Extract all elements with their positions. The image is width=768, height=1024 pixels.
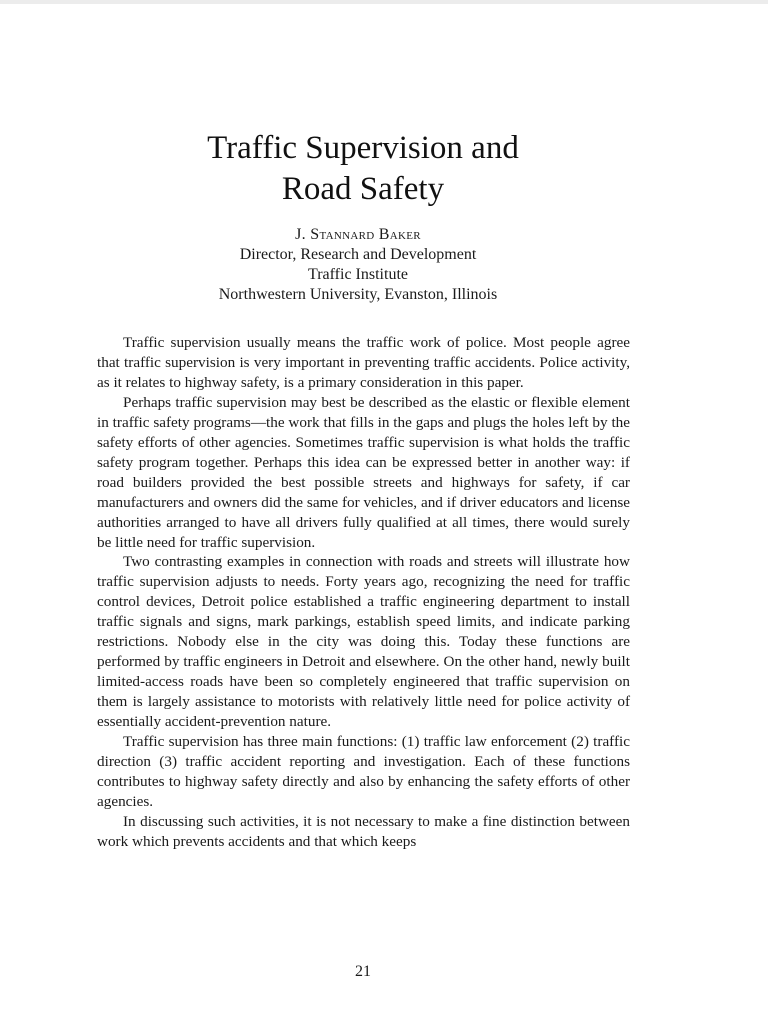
author-institute: Traffic Institute (308, 266, 408, 283)
article-title-line-1: Traffic Supervision and (207, 130, 519, 166)
body-paragraph: Two contrasting examples in connection with roads and streets will illustrate how traffic supervision adjusts to needs. Forty years ago, recognizing the need for traffic control devices, Detroit police established a traffic engineering department to install traffic signals and signs, mark parkings, establish speed limits, and indicate parking restrictions. Nobody else in the city was doing this. Today these functions are performed by traffic engineers in Detroit and elsewhere. On the other hand, newly built limited-access roads have been so completely engineered that traffic supervision on them is largely assistance to motorists with relatively little need for police activity of essentially accident-prevention nature. (97, 553, 630, 731)
author-name: J. Stannard Baker (295, 226, 421, 243)
article-title (0, 128, 726, 210)
body-paragraph: Traffic supervision has three main functions: (1) traffic law enforcement (2) traffic direction (3) traffic accident reporting and investigation. Each of these functions contributes to highway safety directly and also by enhancing the safety efforts of other agencies. (97, 733, 630, 810)
body-paragraph: Traffic supervision usually means the traffic work of police. Most people agree that traffic supervision is very important in preventing traffic accidents. Police activity, as it relates to highway safety, is a primary consideration in this paper. (97, 334, 630, 391)
page-number: 21 (355, 963, 371, 980)
article-title-line-2: Road Safety (281, 171, 445, 207)
article-body (97, 333, 630, 852)
author-affiliation: Northwestern University, Evanston, Illinois (218, 286, 498, 303)
body-paragraph: In discussing such activities, it is not necessary to make a fine distinction between work which prevents accidents and that which keeps (97, 812, 630, 850)
author-position: Director, Research and Development (239, 246, 477, 263)
author-block (0, 225, 716, 305)
body-paragraph: Perhaps traffic supervision may best be described as the elastic or flexible element in traffic safety programs—the work that fills in the gaps and plugs the holes left by the safety efforts of other agencies. Sometimes traffic supervision is what holds the traffic safety program together. Perhaps this idea can be expressed better in another way: if road builders provided the best possible streets and highways for safety, if car manufacturers and owners did the same for vehicles, and if driver educators and license authorities arranged to have all drivers fully qualified at all times, there would surely be little need for traffic supervision. (97, 393, 630, 551)
